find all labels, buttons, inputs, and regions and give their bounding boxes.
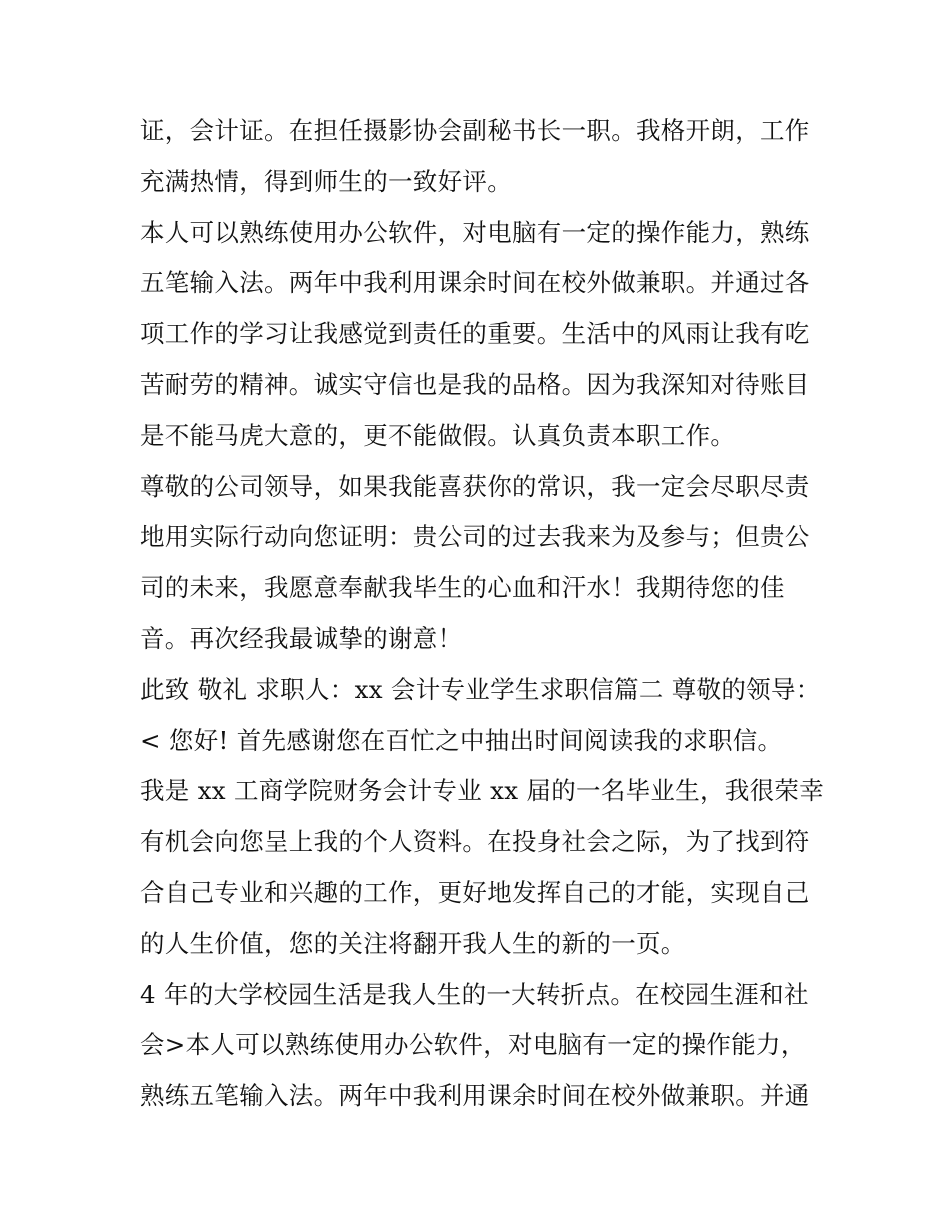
text-line: 充满热情，得到师生的一致好评。 (140, 166, 512, 196)
text-line: 熟练五笔输入法。两年中我利用课余时间在校外做兼职。并通 (140, 1081, 810, 1111)
text-line: 苦耐劳的精神。诚实守信也是我的品格。因为我深知对待账目 (140, 369, 810, 399)
text-line: 尊敬的公司领导，如果我能喜获你的常识，我一定会尽职尽责 (140, 471, 810, 501)
text-line: 项工作的学习让我感觉到责任的重要。生活中的风雨让我有吃 (140, 319, 810, 349)
text-line: 的人生价值，您的关注将翻开我人生的新的一页。 (140, 928, 686, 958)
document-body (140, 106, 825, 1122)
text-line: 本人可以熟练使用办公软件，对电脑有一定的操作能力，熟练 (140, 217, 810, 247)
text-line: 有机会向您呈上我的个人资料。在投身社会之际，为了找到符 (140, 827, 810, 857)
text-line: < 您好! 首先感谢您在百忙之中抽出时间阅读我的求职信。 (140, 725, 783, 755)
text-line: 合自己专业和兴趣的工作，更好地发挥自己的才能，实现自己 (140, 877, 810, 907)
text-line: 司的未来，我愿意奉献我毕生的心血和汗水！我期待您的佳 (140, 573, 785, 603)
text-line: 4 年的大学校园生活是我人生的一大转折点。在校园生涯和社 (140, 979, 809, 1009)
text-line: 地用实际行动向您证明：贵公司的过去我来为及参与；但贵公 (140, 522, 810, 552)
text-line: 会>本人可以熟练使用办公软件，对电脑有一定的操作能力， (140, 1030, 806, 1060)
text-line: 此致 敬礼 求职人：xx 会计专业学生求职信篇二 尊敬的领导： (140, 674, 821, 704)
text-line: 我是 xx 工商学院财务会计专业 xx 届的一名毕业生，我很荣幸 (140, 776, 825, 806)
text-line: 是不能马虎大意的，更不能做假。认真负责本职工作。 (140, 420, 736, 450)
text-line: 音。再次经我最诚挚的谢意！ (140, 623, 463, 653)
text-line: 五笔输入法。两年中我利用课余时间在校外做兼职。并通过各 (140, 268, 810, 298)
text-line: 证，会计证。在担任摄影协会副秘书长一职。我格开朗，工作 (140, 116, 810, 145)
